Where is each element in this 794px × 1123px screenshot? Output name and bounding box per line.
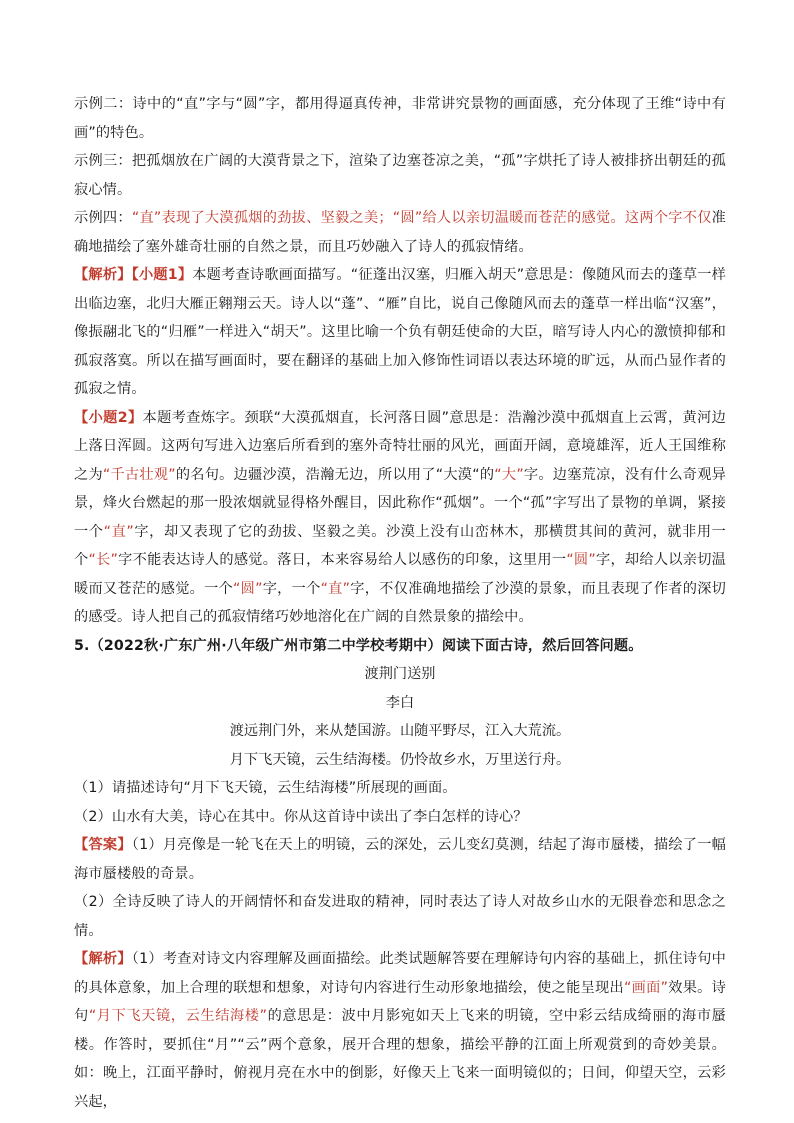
example-two: 示例二：诗中的“直”字与“圆”字，都用得逼真传神，非常讲究景物的画面感，充分体现了王维“诗中有画”的特色。: [74, 96, 726, 141]
analysis-text: 字，却又表现了它的劲拔、坚毅之美。沙漠上没有山峦林木，那横贯其间的黄河，就非用一个: [74, 523, 726, 568]
highlight-quote: “大”: [494, 466, 524, 483]
highlight-quote: “圆”: [233, 580, 263, 597]
highlight-quote: “直”: [103, 523, 134, 540]
answer-part-one: [74, 831, 726, 888]
analysis-text: 本题考查炼字。颈联“大漠孤烟直，长河落日圆”意思是：浩瀚沙漠中孤烟直上云霄，黄河边上落日浑圆。这两句写进入边塞后所看到的塞外奇特壮丽的风光，画面开阔，意境雄浑，近人王国维称之为: [74, 409, 727, 483]
analysis-text: 字，不仅准确地描绘了沙漠的景象，而且表现了作者的深切的感受。诗人把自己的孤寂情绪巧妙地溶化在广阔的自然景象的描绘中。: [74, 580, 726, 625]
analysis-question-one: [74, 261, 726, 404]
analysis-text: 字，一个: [262, 580, 321, 597]
analysis-text: 本题考查诗歌画面描写。“征蓬出汉塞，归雁入胡天”意思是：像随风而去的蓬草一样出临边塞，北归大雁正翱翔云天。诗人以“蓬”、“雁”自比，说自己像随风而去的蓬草一样出临“汉塞”，像振翮北飞的“归雁”一样进入“胡天”。这里比喻一个负有朝廷使命的大臣，暗写诗人内心的激愤抑郁和孤寂落寞。所以在描写画面时，要在翻译的基础上加入修饰性词语以表达环境的旷远，从而凸显作者的孤寂之情。: [74, 267, 727, 397]
analysis-text: 效果。诗句: [74, 979, 726, 1024]
answer-text: （1）月亮像是一轮飞在天上的明镜，云的深处，云儿变幻莫测，结起了海市蜃楼，描绘了一幅海市蜃楼般的奇景。: [74, 837, 726, 882]
analysis-question-five: [74, 945, 726, 1116]
highlight-quote: “圆”: [566, 552, 596, 568]
analysis-question-two: [74, 404, 726, 632]
highlight-quote: “长”: [88, 552, 119, 568]
analysis-text: 字。边塞荒凉，没有什么奇观异景，烽火台燃起的那一股浓烟就显得格外醒目，因此称作“孤烟”。一个“孤”字写出了景物的单调，紧接一个: [74, 466, 726, 540]
poem-title: 渡荆门送别: [364, 666, 436, 682]
analysis-tag: 【小题2】: [74, 409, 143, 426]
question-five-part-two: （2）山水有大美，诗心在其中。你从这首诗中读出了李白怎样的诗心？: [74, 808, 528, 825]
poem-line-one: 渡远荆门外，来从楚国游。山随平野尽，江入大荒流。: [229, 723, 571, 739]
example-three: 示例三：把孤烟放在广阔的大漠背景之下，渲染了边塞苍凉之美，“孤”字烘托了诗人被排挤出朝廷的孤寂心情。: [74, 153, 726, 198]
example-four-rest: 准确地描绘了塞外雄奇壮丽的自然之景，而且巧妙融入了诗人的孤寂情绪。: [74, 210, 726, 255]
answer-tag: 【答案】: [74, 837, 132, 853]
analysis-tag: 【解析】【小题1】: [74, 267, 193, 283]
highlight-quote: “画面”: [624, 979, 669, 996]
document-page: [74, 90, 726, 1116]
analysis-text: 字，却给人以亲切温暖而又苍茫的感觉。一个: [74, 552, 726, 597]
analysis-text: 字不能表达诗人的感觉。落日，本来容易给人以感伤的印象，这里用一: [118, 552, 567, 568]
example-four-highlight: “直”表现了大漠孤烟的劲拔、坚毅之美；“圆”给人以亲切温暖而苍茫的感觉。这两个字不仅: [131, 210, 712, 226]
poem-line-two: 月下飞天镜，云生结海楼。仍怜故乡水，万里送行舟。: [229, 751, 571, 768]
analysis-text: （1）考查对诗文内容理解及画面描绘。此类试题解答要在理解诗句内容的基础上，抓住诗句中的具体意象，加上合理的联想和想象，对诗句内容进行生动形象地描绘，使之能呈现出: [74, 951, 726, 996]
analysis-text: 的意思是：波中月影宛如天上飞来的明镜，空中彩云结成绮丽的海市蜃楼。作答时，要抓住“月”“云”两个意象，展开合理的想象，描绘平静的江面上所观赏到的奇妙美景。如：晚上，江面平静时，俯视月亮在水中的倒影，好像天上飞来一面明镜似的；日间，仰望天空，云彩兴起，: [74, 1008, 726, 1110]
question-five-part-one: （1）请描述诗句“月下飞天镜，云生结海楼”所展现的画面。: [74, 780, 457, 796]
example-four: [74, 204, 726, 261]
question-five-heading: 5.（2022秋·广东广州·八年级广州市第二中学校考期中）阅读下面古诗，然后回答问题。: [74, 637, 643, 654]
answer-part-two: （2）全诗反映了诗人的开阔情怀和奋发进取的精神，同时表达了诗人对故乡山水的无限眷恋和思念之情。: [74, 894, 726, 939]
analysis-text: 的名句。边疆沙漠，浩瀚无边，所以用了“大漠“的: [175, 466, 495, 483]
example-four-lead: 示例四：: [74, 210, 132, 226]
analysis-tag: 【解析】: [74, 951, 132, 967]
poem-author: 李白: [385, 694, 415, 711]
highlight-quote: “千古壮观”: [102, 466, 176, 483]
highlight-quote: “月下飞天镜，云生结海楼”: [88, 1008, 268, 1024]
highlight-quote: “直”: [320, 580, 351, 597]
